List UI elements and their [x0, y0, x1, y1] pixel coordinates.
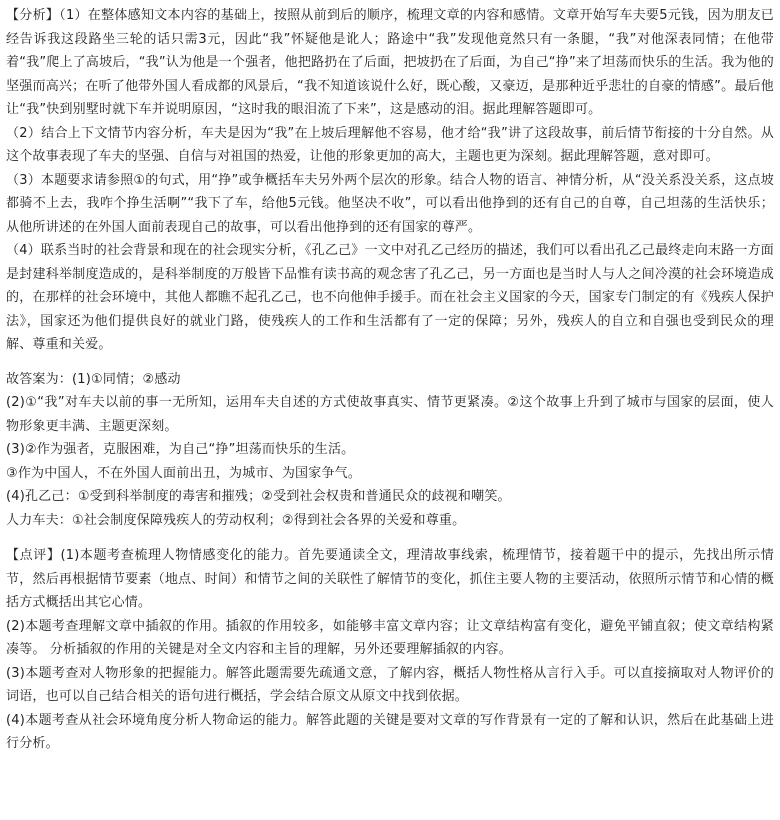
comment-section	[6, 544, 774, 756]
answers-section	[6, 368, 774, 533]
analysis-section	[6, 4, 774, 357]
comment-paragraph-1: 【点评】(1)本题考查梳理人物情感变化的能力。首先要通读全文，理清故事线索，梳理情节，接着题干中的提示，先找出所示情节，然后再根据情节要素（地点、时间）和情节之间的关联性了解情节的变化，抓住主要人物的主要活动，依照所示情节和心情的概括方式概括出其它心情。	[6, 548, 774, 610]
answer-line-3: (3)②作为强者，克服困难，为自己“挣”坦荡而快乐的生活。	[6, 442, 355, 457]
comment-paragraph-4: (4)本题考查从社会环境角度分析人物命运的能力。解答此题的关键是要对文章的写作背景有一定的了解和认识，然后在此基础上进行分析。	[6, 712, 774, 751]
comment-paragraph-3: (3)本题考查对人物形象的把握能力。解答此题需要先疏通文意，了解内容，概括人物性格从言行入手。可以直接摘取对人物评价的词语，也可以自己结合相关的语句进行概括，学会结合原文从原文中找到依据。	[6, 665, 774, 704]
analysis-paragraph-1: 【分析】（1）在整体感知文本内容的基础上，按照从前到后的顺序，梳理文章的内容和感情。文章开始写车夫要5元钱，因为朋友已经告诉我这段路坐三轮的话只需3元，因此“我”怀疑他是讹人；路途中“我”发现他竟然只有一条腿，“我”对他深表同情；在他带着“我”爬上了高坡后，“我”认为他是一个强者，他把路扔在了后面，把坡扔在了后面，为自己“挣”来了坦荡而快乐的生活。我为他的坚强而高兴；在听了他带外国人看成都的风景后，“我不知道该说什么好，既心酸，又豪迈，是那种近乎悲壮的自豪的情感”。最后他让“我”快到别墅时就下车并说明原因，“这时我的眼泪流了下来”，这是感动的泪。据此理解答题即可。	[6, 8, 774, 117]
answer-line-1: 故答案为：(1)①同情；②感动	[6, 371, 181, 387]
answer-line-5: (4)孔乙己：①受到科举制度的毒害和摧残；②受到社会权贵和普通民众的歧视和嘲笑。	[6, 489, 511, 504]
answer-line-6: 人力车夫：①社会制度保障残疾人的劳动权利；②得到社会各界的关爱和尊重。	[6, 512, 466, 528]
analysis-paragraph-4: （4）联系当时的社会背景和现在的社会现实分析，《孔乙己》一文中对孔乙己经历的描述，我们可以看出孔乙己最终走向末路一方面是封建科举制度造成的，是科举制度的万般皆下品惟有读书高的观念害了孔乙己，另一方面也是当时人与人之间冷漠的社会环境造成的，在那样的社会环境中，其他人都瞧不起孔乙己，也不向他伸手援手。而在社会主义国家的今天，国家专门制定的有《残疾人保护法》，国家还为他们提供良好的就业门路，使残疾人的工作和生活都有了一定的保障；另外，残疾人的自立和自强也受到民众的理解、尊重和关爱。	[6, 243, 774, 352]
answer-line-4: ③作为中国人，不在外国人面前出丑，为城市、为国家争气。	[6, 465, 362, 481]
answer-line-2: (2)①“我”对车夫以前的事一无所知，运用车夫自述的方式使故事真实、情节更紧凑。②这个故事上升到了城市与国家的层面，使人物形象更丰满、主题更深刻。	[6, 395, 774, 434]
analysis-paragraph-3: （3）本题要求请参照①的句式，用“挣”或争概括车夫另外两个层次的形象。结合人物的语言、神情分析，从“没关系没关系，这点坡都骑不上去，我咋个挣生活啊”“我下了车，给他5元钱。他坚决不收”，可以看出他挣到的还有自己的自尊，自己坦荡的生活快乐；从他所讲述的在外国人面前表现自己的故事，可以看出他挣到的还有国家的尊严。	[6, 172, 774, 235]
comment-paragraph-2: (2)本题考查理解文章中插叙的作用。插叙的作用较多，如能够丰富文章内容；让文章结构富有变化，避免平铺直叙；使文章结构紧凑等。 分析插叙的作用的关键是对全文内容和主旨的理解，另外还要理解插叙的内容。	[6, 618, 774, 657]
analysis-paragraph-2: （2）结合上下文情节内容分析，车夫是因为“我”在上坡后理解他不容易，他才给“我”讲了这段故事，前后情节衔接的十分自然。从这个故事表现了车夫的坚强、自信与对祖国的热爱，让他的形象更加的高大，主题也更为深刻。据此理解答题，意对即可。	[6, 125, 774, 164]
